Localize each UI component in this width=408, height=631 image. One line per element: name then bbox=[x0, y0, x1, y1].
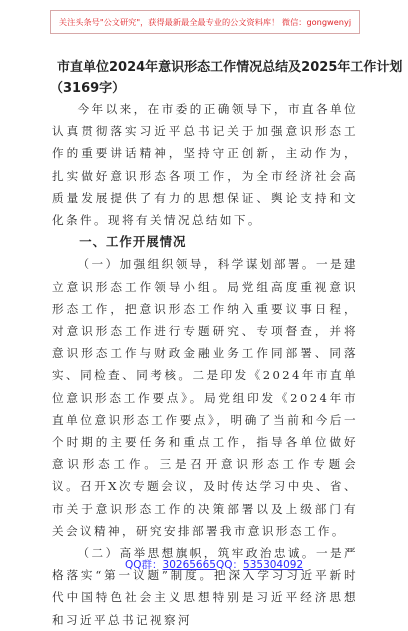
document-title: 市直单位2024年意识形态工作情况总结及2025年工作计划 bbox=[57, 60, 403, 75]
qq-group-label: QQ群： bbox=[125, 559, 163, 571]
word-count: （3169字） bbox=[50, 81, 126, 96]
intro-paragraph: 今年以来，在市委的正确领导下，市直各单位认真贯彻落实习近平总书记关于加强意识形态工作的重要讲话精神，坚持守正创新，主动作为，扎实做好意识形态各项工作，为全市经济社会高质量发展提供了有力的思想保证、舆论支持和文化条件。现将有关情况总结如下。 bbox=[52, 102, 358, 228]
qq-group bbox=[125, 557, 216, 572]
body-paragraph: （一）加强组织领导，科学谋划部署。一是建立意识形态工作领导小组。局党组高度重视意识形态工作，把意识形态工作纳入重要议事日程，对意识形态工作进行专题研究、专项督查，并将意识形态工作与财政金融业务工作同部署、同落实、同检查、同考核。二是印发《2024年市直单位意识形态工作要点》。局党组印发《2024年市直单位意识形态工作要点》，明确了当前和今后一个时期的主要任务和重点工作，指导各单位做好意识形态工作。三是召开意识形态工作专题会议。召开X次专题会议，及时传达学习中央、省、市关于意识形态工作的决策部署以及上级部门有关会议精神，研究安排部署我市意识形态工作。 bbox=[52, 257, 358, 538]
qq-group-number[interactable]: 30265665 bbox=[162, 559, 216, 571]
promo-banner bbox=[50, 10, 360, 34]
section-heading: 一、工作开展情况 bbox=[79, 234, 187, 250]
qq-label: QQ： bbox=[216, 559, 244, 571]
promo-banner-text: 关注头条号"公文研究"，获得最新最全最专业的公文资料库！ 微信：gongwenyj bbox=[58, 16, 352, 27]
qq-number[interactable]: 535304092 bbox=[243, 559, 304, 571]
body-paragraph: （二）高举思想旗帜，筑牢政治忠诚。一是严格落实“第一议题”制度。把深入学习习近平新时代中国特色社会主义思想特别是习近平经济思想和习近平总书记视察河 bbox=[52, 546, 358, 627]
document-body bbox=[52, 98, 358, 631]
qq-contact bbox=[216, 557, 303, 572]
contact-footer bbox=[0, 555, 408, 573]
